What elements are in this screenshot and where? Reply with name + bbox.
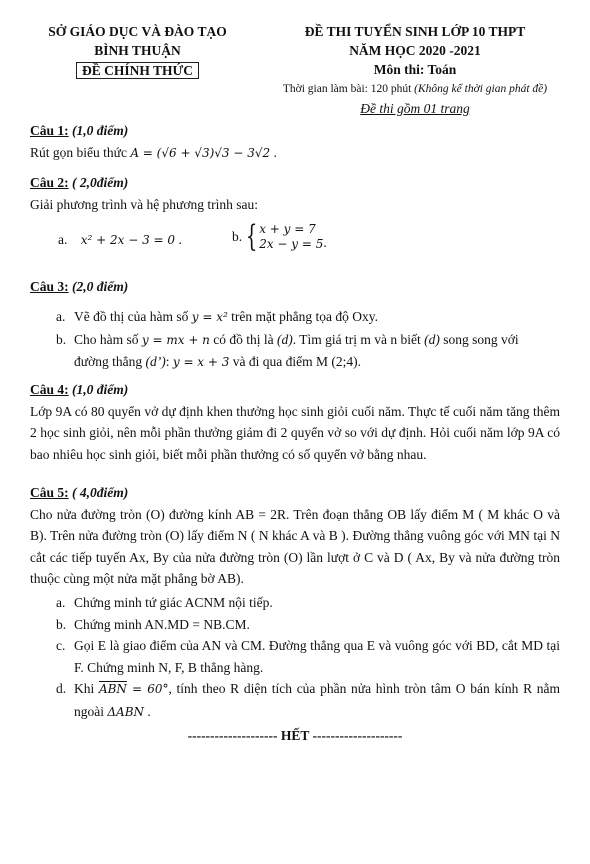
- q5a-text: Chứng minh tứ giác ACNM nội tiếp.: [74, 595, 273, 610]
- exam-title: ĐỀ THI TUYỂN SINH LỚP 10 THPT: [304, 24, 526, 39]
- official-badge: ĐỀ CHÍNH THỨC: [76, 62, 199, 79]
- system-brace: {: [245, 219, 258, 254]
- q2a-equation: x² + 2x − 3 = 0: [80, 233, 176, 247]
- q1-expression: A = (√6 + √3)√3 − 3√2: [130, 145, 271, 160]
- q2-part-b: b. { x + y = 7 2x − y = 5 .: [232, 219, 327, 254]
- question-1-heading: Câu 1:: [30, 123, 69, 138]
- question-1: Câu 1: (1,0 điểm) Rút gọn biểu thức A = (√6 + √3)√3 − 3√2 .: [30, 123, 277, 160]
- header-right: [270, 22, 560, 79]
- q5c-text: Gọi E là giao điểm của AN và CM. Đường thẳng qua E và vuông góc với BD, cắt MD tại F. Chứng minh N, F, B thẳng hàng.: [74, 638, 560, 675]
- province-name: BÌNH THUẬN: [94, 43, 181, 58]
- q2-part-a: a. x² + 2x − 3 = 0 .: [58, 232, 182, 247]
- q3b-line: y = x + 3: [172, 355, 230, 369]
- question-5: Câu 5: ( 4,0điểm) Cho nửa đường tròn (O) đường kính AB = 2R. Trên đoạn thẳng OB lấy điểm M ( M khác O và B). Trên nửa đường tròn (O) lấy điểm N ( N khác A và B ). Đường thẳng vuông góc với MN tại N cắt các tiếp tuyến Ax, By của nửa đường tròn (O) lần lượt ở C và D ( Ax, By và nửa đường tròn thuộc cùng một nửa mặt phẳng bờ AB).: [30, 482, 560, 590]
- q5-parts: a. Chứng minh tứ giác ACNM nội tiếp. b. Chứng minh AN.MD = NB.CM. c. Gọi E là giao điểm của AN và CM. Đường thẳng qua E và vuông góc với BD, cắt MD tại F. Chứng minh N, F, B thẳng hàng. d. Khi $\overline{ABN} = 60^\circ$, tính theo R diện tích của phần nửa hình tròn tâm O bán kính R nằm ngoài ΔABN .: [56, 592, 560, 723]
- q3-parts: a. Vẽ đồ thị của hàm số y = x² trên mặt phẳng tọa độ Oxy. b. Cho hàm số y = mx + n có đồ thị là (d). Tìm giá trị m và n biết (d) song song với đường thẳng (d’): y = x + 3 và đi qua điểm M (2;4).: [56, 309, 519, 369]
- q5d-triangle: ΔABN: [107, 704, 145, 719]
- end-marker: -------------------- HẾT --------------------: [187, 728, 403, 743]
- subject: Môn thi: Toán: [373, 62, 457, 77]
- question-2-heading: Câu 2:: [30, 175, 69, 190]
- question-3: Câu 3: (2,0 điểm): [30, 279, 129, 294]
- time-line: Thời gian làm bài: 120 phút (Không kể thời gian phát đề): [282, 83, 548, 95]
- q2b-equation-1: x + y = 7: [259, 222, 316, 236]
- q4-text: Lớp 9A có 80 quyển vở dự định khen thưởng học sinh giỏi cuối năm. Thực tế cuối năm tăng thêm 2 học sinh giỏi, nên mỗi phần thưởng giảm đi 2 quyển vở so với dự định. Hỏi cuối năm lớp 9A có bao nhiêu học sinh giỏi, biết mỗi phần thưởng có số quyển vở bằng nhau.: [30, 403, 560, 462]
- question-4: Câu 4: (1,0 điểm) Lớp 9A có 80 quyển vở dự định khen thưởng học sinh giỏi cuối năm. Thực tế cuối năm tăng thêm 2 học sinh giỏi, nên mỗi phần thưởng giảm đi 2 quyển vở so với dự định. Hỏi cuối năm lớp 9A có bao nhiêu học sinh giỏi, biết mỗi phần thưởng có số quyển vở bằng nhau.: [30, 379, 560, 465]
- q5-text: Cho nửa đường tròn (O) đường kính AB = 2R. Trên đoạn thẳng OB lấy điểm M ( M khác O và B). Trên nửa đường tròn (O) lấy điểm N ( N khác A và B ). Đường thẳng vuông góc với MN tại N cắt các tiếp tuyến Ax, By của nửa đường tròn (O) lần lượt ở C và D ( Ax, By và nửa đường tròn thuộc cùng một nửa mặt phẳng bờ AB).: [30, 506, 560, 586]
- q3a-function: y = x²: [191, 310, 228, 324]
- department-name: SỞ GIÁO DỤC VÀ ĐÀO TẠO: [48, 24, 227, 39]
- question-2: Câu 2: ( 2,0điểm) Giải phương trình và hệ phương trình sau:: [30, 175, 259, 212]
- q5d-arc: $\overline{ABN}$: [98, 682, 127, 696]
- school-year: NĂM HỌC 2020 -2021: [349, 43, 481, 58]
- question-5-heading: Câu 5:: [30, 485, 69, 500]
- header-left: [30, 22, 245, 80]
- question-3-heading: Câu 3:: [30, 279, 69, 294]
- page-count: Đề thi gồm 01 trang: [360, 101, 470, 116]
- q5b-text: Chứng minh AN.MD = NB.CM.: [74, 616, 250, 632]
- q3b-function: y = mx + n: [141, 332, 210, 347]
- question-4-heading: Câu 4:: [30, 382, 69, 397]
- q2b-equation-2: 2x − y = 5: [259, 237, 324, 251]
